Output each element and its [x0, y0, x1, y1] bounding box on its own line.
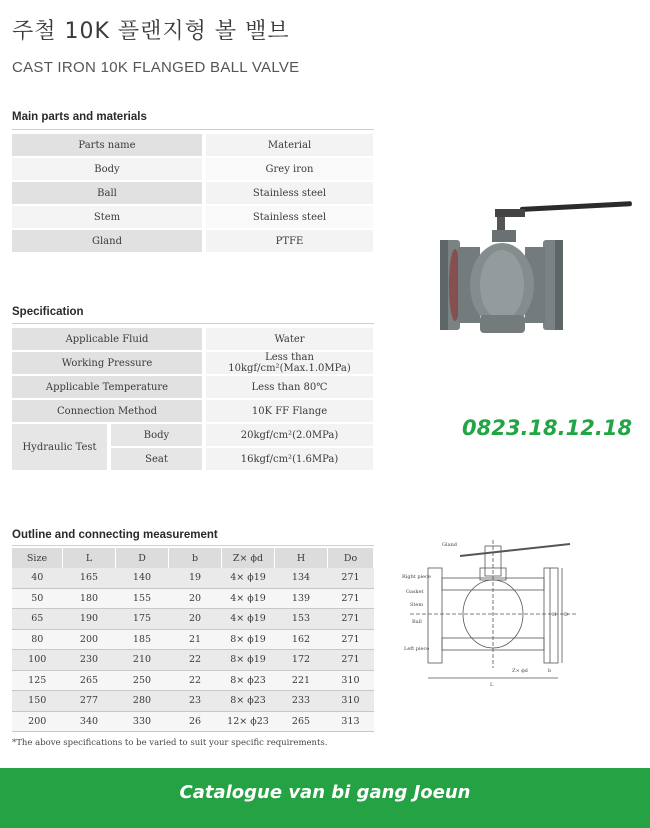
table-cell: 271	[328, 568, 374, 588]
table-row	[12, 229, 373, 253]
table-cell: 200	[12, 711, 63, 732]
table-row	[12, 399, 373, 423]
drawing-label-gasket: Gasket	[406, 589, 424, 595]
table-cell: Stainless steel	[204, 181, 373, 205]
table-cell: 271	[328, 609, 374, 630]
table-cell: Less than 10kgf/cm²(Max.1.0MPa)	[204, 351, 373, 375]
col-size: Size	[12, 548, 63, 568]
drawing-label-h: H	[552, 612, 557, 618]
drawing-label-gland: Gland	[442, 542, 457, 548]
parts-col-material: Material	[204, 134, 373, 157]
table-cell: 271	[328, 588, 374, 609]
table-row	[12, 691, 374, 712]
table-cell: 8× ϕ19	[222, 650, 275, 671]
table-row	[12, 205, 373, 229]
table-cell: 40	[12, 568, 63, 588]
table-cell: 140	[116, 568, 169, 588]
table-cell: 221	[275, 670, 328, 691]
table-cell: 230	[63, 650, 116, 671]
table-cell: 4× ϕ19	[222, 609, 275, 630]
table-row	[12, 711, 374, 732]
table-row	[12, 157, 373, 181]
parts-heading: Main parts and materials	[12, 111, 147, 123]
table-cell: Applicable Fluid	[12, 328, 204, 351]
table-cell: 26	[169, 711, 222, 732]
table-cell: Applicable Temperature	[12, 375, 204, 399]
table-cell: 175	[116, 609, 169, 630]
table-cell: 265	[63, 670, 116, 691]
table-cell: 180	[63, 588, 116, 609]
table-cell: Grey iron	[204, 157, 373, 181]
table-cell: 280	[116, 691, 169, 712]
measure-heading-rule	[12, 545, 374, 546]
table-cell: 330	[116, 711, 169, 732]
table-cell: 16kgf/cm²(1.6MPa)	[204, 447, 373, 471]
table-cell: 21	[169, 629, 222, 650]
table-row	[12, 588, 374, 609]
col-do: Do	[328, 548, 374, 568]
table-cell: 20kgf/cm²(2.0MPa)	[204, 423, 373, 447]
table-cell: 20	[169, 609, 222, 630]
table-cell: Stem	[12, 205, 204, 229]
drawing-label-d: D	[564, 612, 569, 618]
table-cell: 265	[275, 711, 328, 732]
table-cell: Stainless steel	[204, 205, 373, 229]
table-row	[12, 629, 374, 650]
table-cell: Body	[109, 423, 204, 447]
spec-table	[12, 328, 373, 472]
table-cell: 190	[63, 609, 116, 630]
drawing-label-zd: Z× ϕd	[512, 668, 528, 674]
table-cell: 12× ϕ23	[222, 711, 275, 732]
spec-heading: Specification	[12, 306, 84, 318]
table-cell: 271	[328, 650, 374, 671]
table-cell: 340	[63, 711, 116, 732]
table-cell: 10K FF Flange	[204, 399, 373, 423]
table-cell: 277	[63, 691, 116, 712]
table-cell: 8× ϕ23	[222, 691, 275, 712]
footer-banner	[0, 768, 650, 828]
table-row	[12, 423, 373, 447]
table-cell: 19	[169, 568, 222, 588]
table-cell: 310	[328, 670, 374, 691]
col-d: D	[116, 548, 169, 568]
table-cell: 8× ϕ23	[222, 670, 275, 691]
table-cell: 139	[275, 588, 328, 609]
table-cell: 165	[63, 568, 116, 588]
spec-heading-rule	[12, 323, 374, 324]
parts-col-name: Parts name	[12, 134, 204, 157]
measure-heading: Outline and connecting measurement	[12, 529, 218, 541]
parts-header-row	[12, 134, 373, 157]
table-cell: 153	[275, 609, 328, 630]
drawing-label-b: b	[548, 668, 552, 674]
table-cell: 20	[169, 588, 222, 609]
table-cell: 172	[275, 650, 328, 671]
table-row	[12, 375, 373, 399]
table-cell: 50	[12, 588, 63, 609]
parts-heading-rule	[12, 129, 374, 130]
hydraulic-test-label: Hydraulic Test	[12, 423, 109, 471]
table-cell: 310	[328, 691, 374, 712]
table-cell: 313	[328, 711, 374, 732]
col-zd: Z× ϕd	[222, 548, 275, 568]
table-cell: 4× ϕ19	[222, 588, 275, 609]
col-h: H	[275, 548, 328, 568]
table-row	[12, 670, 374, 691]
table-cell: Seat	[109, 447, 204, 471]
table-cell: 8× ϕ19	[222, 629, 275, 650]
table-cell: 22	[169, 650, 222, 671]
table-cell: 125	[12, 670, 63, 691]
table-cell: 134	[275, 568, 328, 588]
col-l: L	[63, 548, 116, 568]
drawing-label-ball: Ball	[412, 619, 422, 625]
table-cell: 80	[12, 629, 63, 650]
table-cell: 150	[12, 691, 63, 712]
measure-header-row	[12, 548, 374, 568]
table-row	[12, 181, 373, 205]
table-cell: 65	[12, 609, 63, 630]
footnote: *The above specifications to be varied to suit your specific requirements.	[12, 738, 328, 748]
table-cell: 185	[116, 629, 169, 650]
table-cell: 22	[169, 670, 222, 691]
table-row	[12, 609, 374, 630]
table-cell: Connection Method	[12, 399, 204, 423]
table-cell: Water	[204, 328, 373, 351]
table-cell: Less than 80℃	[204, 375, 373, 399]
drawing-label-stem: Stem	[410, 602, 424, 608]
measure-table	[12, 548, 374, 732]
table-cell: 200	[63, 629, 116, 650]
table-cell: Working Pressure	[12, 351, 204, 375]
table-cell: 100	[12, 650, 63, 671]
table-row	[12, 351, 373, 375]
drawing-label-left-piece: Left piece	[404, 646, 430, 652]
title-english: CAST IRON 10K FLANGED BALL VALVE	[12, 59, 300, 76]
table-cell: 210	[116, 650, 169, 671]
table-cell: 250	[116, 670, 169, 691]
drawing-label-l: L	[490, 682, 494, 688]
parts-table	[12, 134, 373, 254]
table-cell: PTFE	[204, 229, 373, 253]
table-cell: 233	[275, 691, 328, 712]
table-row	[12, 568, 374, 588]
table-cell: 271	[328, 629, 374, 650]
footer-text: Catalogue van bi gang Joeun	[179, 782, 471, 803]
table-row	[12, 328, 373, 351]
title-korean: 주철 10K 플랜지형 볼 밸브	[12, 19, 290, 44]
table-cell: 162	[275, 629, 328, 650]
table-cell: Gland	[12, 229, 204, 253]
table-cell: 4× ϕ19	[222, 568, 275, 588]
table-cell: 155	[116, 588, 169, 609]
table-cell: 23	[169, 691, 222, 712]
table-row	[12, 650, 374, 671]
phone-number: 0823.18.12.18	[462, 416, 633, 440]
drawing-label-right-piece: Right piece	[402, 574, 431, 580]
table-cell: Ball	[12, 181, 204, 205]
col-b: b	[169, 548, 222, 568]
valve-photo	[425, 195, 635, 345]
valve-drawing	[400, 538, 590, 698]
table-cell: Body	[12, 157, 204, 181]
